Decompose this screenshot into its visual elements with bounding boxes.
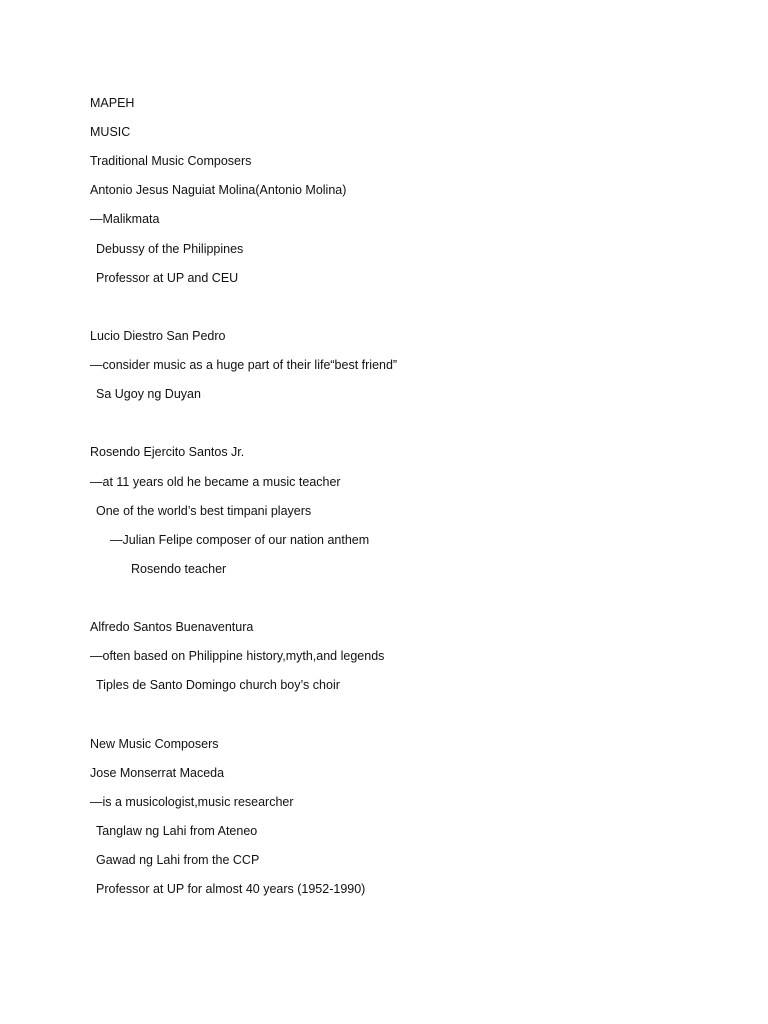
text-line: Tiples de Santo Domingo church boy’s choir — [96, 678, 340, 692]
text-line: —consider music as a huge part of their life“best friend” — [90, 358, 398, 372]
composer-name-buenaventura: Alfredo Santos Buenaventura — [90, 620, 254, 634]
text-line: Tanglaw ng Lahi from Ateneo — [96, 824, 258, 838]
text-line: —is a musicologist,music researcher — [90, 795, 294, 809]
text-line: —at 11 years old he became a music teacher — [90, 475, 341, 489]
composer-name-santos: Rosendo Ejercito Santos Jr. — [90, 445, 245, 459]
text-line: —often based on Philippine history,myth,and legends — [90, 649, 385, 663]
text-line: Debussy of the Philippines — [96, 242, 244, 256]
text-line: One of the world’s best timpani players — [96, 504, 312, 518]
text-line: Professor at UP and CEU — [96, 271, 239, 285]
text-line: Professor at UP for almost 40 years (1952-1990) — [96, 882, 366, 896]
text-line: —Malikmata — [90, 212, 160, 226]
composer-name-maceda: Jose Monserrat Maceda — [90, 766, 225, 780]
section-heading-music: MUSIC — [90, 125, 131, 139]
text-line: Rosendo teacher — [131, 562, 227, 576]
text-line: Sa Ugoy ng Duyan — [96, 387, 201, 401]
text-line: —Julian Felipe composer of our nation anthem — [110, 533, 370, 547]
subject-heading: MAPEH — [90, 96, 135, 110]
subsection-heading-new: New Music Composers — [90, 737, 219, 751]
composer-name-san-pedro: Lucio Diestro San Pedro — [90, 329, 226, 343]
subsection-heading-traditional: Traditional Music Composers — [90, 154, 252, 168]
composer-name-molina: Antonio Jesus Naguiat Molina(Antonio Molina) — [90, 183, 347, 197]
text-line: Gawad ng Lahi from the CCP — [96, 853, 260, 867]
